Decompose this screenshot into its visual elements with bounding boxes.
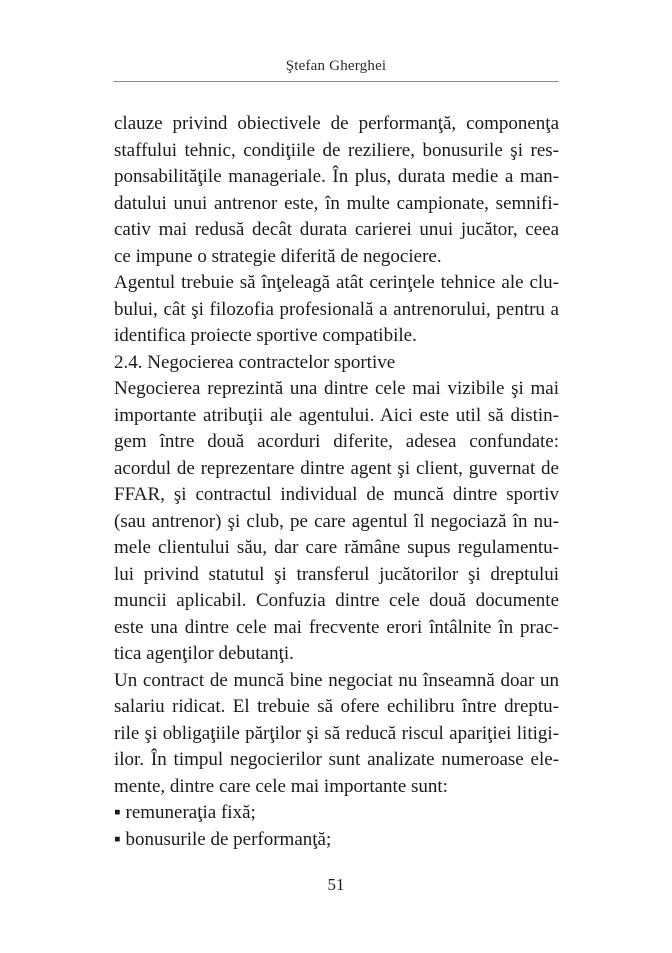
text-line: Un contract de muncă bine negociat nu înseamnă doar un: [114, 669, 559, 691]
text-line: mente, dintre care cele mai importante sunt:: [114, 775, 448, 797]
text-line: Negocierea reprezintă una dintre cele mai vizibile şi mai: [114, 378, 559, 399]
page-number: 51: [327, 875, 345, 894]
text-line: identifica proiecte sportive compatibile.: [114, 325, 417, 346]
running-head: Ştefan Gherghei: [285, 58, 387, 74]
text-line: ▪ remuneraţia fixă;: [114, 802, 256, 823]
text-line: salariu ridicat. El trebuie să ofere echilibru între dreptu-: [114, 696, 559, 717]
text-line: cativ mai redusă decât durata carierei unui jucător, ceea: [114, 219, 559, 240]
text-line: bului, cât şi filozofia profesională a antrenorului, pentru a: [114, 298, 559, 320]
text-line: (sau antrenor) şi club, pe care agentul îl negociază în nu-: [114, 510, 559, 532]
text-line: FFAR, şi contractul individual de muncă dintre sportiv: [114, 484, 559, 505]
text-line: acordul de reprezentare dintre agent şi client, guvernat de: [114, 457, 559, 479]
text-line: ponsabilităţile manageriale. În plus, durata medie a man-: [114, 166, 559, 187]
text-line: muncii aplicabil. Confuzia dintre cele două documente: [114, 590, 559, 611]
text-line: rile şi obligaţiile părţilor şi să reducă riscul apariţiei litigi-: [114, 722, 559, 744]
text-line: clauze privind obiectivele de performanţă, componenţa: [114, 113, 559, 134]
text-line: este una dintre cele mai frecvente erori întâlnite în prac-: [114, 616, 559, 638]
text-line: datului unui antrenor este, în multe campionate, semnifi-: [114, 192, 559, 214]
text-line: tica agenţilor debutanţi.: [114, 643, 294, 664]
text-line: lui privind statutul şi transferul jucătorilor şi dreptului: [114, 563, 559, 585]
text-line: gem între două acorduri diferite, adesea confundate:: [114, 431, 559, 452]
body-text: [114, 111, 559, 853]
text-line: ▪ bonusurile de performanţă;: [114, 828, 332, 850]
text-line: staffului tehnic, condiţiile de reziliere, bonusurile şi res-: [114, 139, 559, 161]
text-line: mele clientului său, dar care rămâne supus regulamentu-: [114, 537, 559, 558]
text-line: ce impune o strategie diferită de negociere.: [114, 245, 442, 267]
text-line: ilor. În timpul negocierilor sunt analizate numeroase ele-: [114, 749, 559, 770]
header-rule: [113, 81, 559, 82]
text-line: 2.4. Negocierea contractelor sportive: [114, 351, 396, 373]
text-line: importante atribuţii ale agentului. Aici este util să distin-: [114, 404, 559, 426]
text-line: Agentul trebuie să înţeleagă atât cerinţele tehnice ale clu-: [114, 272, 559, 293]
